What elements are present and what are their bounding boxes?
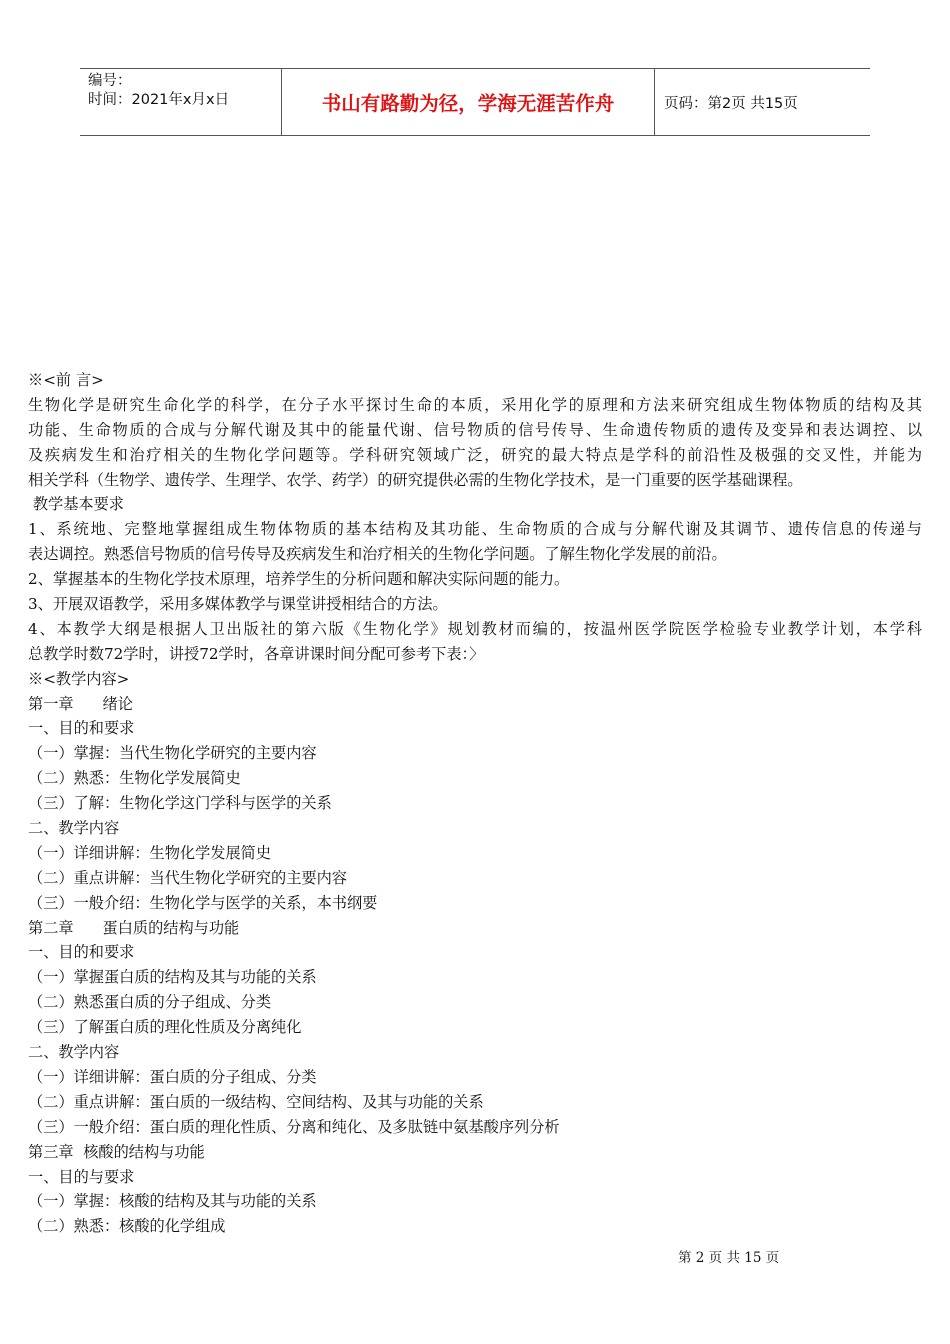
list-item: （三）了解蛋白质的理化性质及分离纯化 bbox=[28, 1018, 302, 1037]
header-page-info: 页码：第2页 共15页 bbox=[664, 95, 798, 112]
paragraph-line: 功能、生命物质的合成与分解代谢及其中的能量代谢、信号物质的信号传导、生命遗传物质的遗传及变异和表达调控、以 bbox=[28, 420, 922, 439]
list-item: （二）熟悉：生物化学发展简史 bbox=[28, 769, 241, 788]
subsection-heading: 二、教学内容 bbox=[28, 1043, 120, 1062]
list-item: 4、本教学大纲是根据人卫出版社的第六版《生物化学》规划教材而编的，按温州医学院医学检验专业教学计划，本学科 bbox=[28, 619, 922, 638]
document-number-label: 编号： bbox=[88, 73, 132, 89]
list-item-continuation: 总教学时数72学时，讲授72学时，各章讲课时间分配可参考下表：〉 bbox=[28, 644, 485, 663]
chapter-heading: 第三章 核酸的结构与功能 bbox=[28, 1142, 205, 1161]
subsection-heading: 二、教学内容 bbox=[28, 819, 120, 838]
section-heading-content: ※<教学内容> bbox=[28, 669, 130, 688]
list-item: （二）熟悉蛋白质的分子组成、分类 bbox=[28, 993, 271, 1012]
chapter-heading: 第二章 蛋白质的结构与功能 bbox=[28, 918, 240, 937]
list-item: 2、掌握基本的生物化学技术原理，培养学生的分析问题和解决实际问题的能力。 bbox=[28, 570, 570, 589]
subsection-heading: 一、目的和要求 bbox=[28, 719, 135, 738]
list-item: （一）掌握：当代生物化学研究的主要内容 bbox=[28, 744, 317, 763]
paragraph-line: 生物化学是研究生命化学的科学，在分子水平探讨生命的本质，采用化学的原理和方法来研究组成生物体物质的结构及其 bbox=[28, 395, 922, 414]
list-item: （一）详细讲解：蛋白质的分子组成、分类 bbox=[28, 1067, 317, 1086]
section-heading-requirements: 教学基本要求 bbox=[28, 495, 124, 514]
header-meta bbox=[80, 69, 281, 135]
list-item: （三）一般介绍：生物化学与医学的关系，本书纲要 bbox=[28, 893, 378, 912]
document-body bbox=[28, 368, 922, 1239]
list-item: （一）掌握：核酸的结构及其与功能的关系 bbox=[28, 1192, 317, 1211]
paragraph-line: 相关学科（生物学、遗传学、生理学、农学、药学）的研究提供必需的生物化学技术，是一门重要的医学基础课程。 bbox=[28, 470, 803, 489]
list-item: （二）熟悉：核酸的化学组成 bbox=[28, 1217, 226, 1236]
header-motto: 书山有路勤为径，学海无涯苦作舟 bbox=[281, 69, 655, 135]
chapter-heading: 第一章 绪论 bbox=[28, 694, 133, 713]
list-item: 1、系统地、完整地掌握组成生物体物质的基本结构及其功能、生命物质的合成与分解代谢及其调节、遗传信息的传递与 bbox=[28, 520, 922, 539]
list-item: 3、开展双语教学，采用多媒体教学与课堂讲授相结合的方法。 bbox=[28, 595, 448, 614]
document-date: 时间：2021年x月x日 bbox=[88, 92, 230, 108]
list-item: （二）重点讲解：当代生物化学研究的主要内容 bbox=[28, 868, 347, 887]
list-item: （三）了解：生物化学这门学科与医学的关系 bbox=[28, 794, 332, 813]
subsection-heading: 一、目的和要求 bbox=[28, 943, 135, 962]
page-footer: 第 2 页 共 15 页 bbox=[678, 1250, 780, 1266]
list-item: （三）一般介绍：蛋白质的理化性质、分离和纯化、及多肽链中氨基酸序列分析 bbox=[28, 1117, 560, 1136]
section-heading-preface: ※<前 言> bbox=[28, 371, 104, 389]
subsection-heading: 一、目的与要求 bbox=[28, 1167, 135, 1186]
list-item: （二）重点讲解：蛋白质的一级结构、空间结构、及其与功能的关系 bbox=[28, 1092, 484, 1111]
list-item-continuation: 表达调控。熟悉信号物质的信号传导及疾病发生和治疗相关的生物化学问题。了解生物化学发展的前沿。 bbox=[28, 545, 727, 564]
list-item: （一）掌握蛋白质的结构及其与功能的关系 bbox=[28, 968, 317, 987]
paragraph-line: 及疾病发生和治疗相关的生物化学问题等。学科研究领域广泛，研究的最大特点是学科的前沿性及极强的交叉性，并能为 bbox=[28, 445, 922, 464]
list-item: （一）详细讲解：生物化学发展简史 bbox=[28, 843, 271, 862]
page-header bbox=[80, 68, 870, 136]
